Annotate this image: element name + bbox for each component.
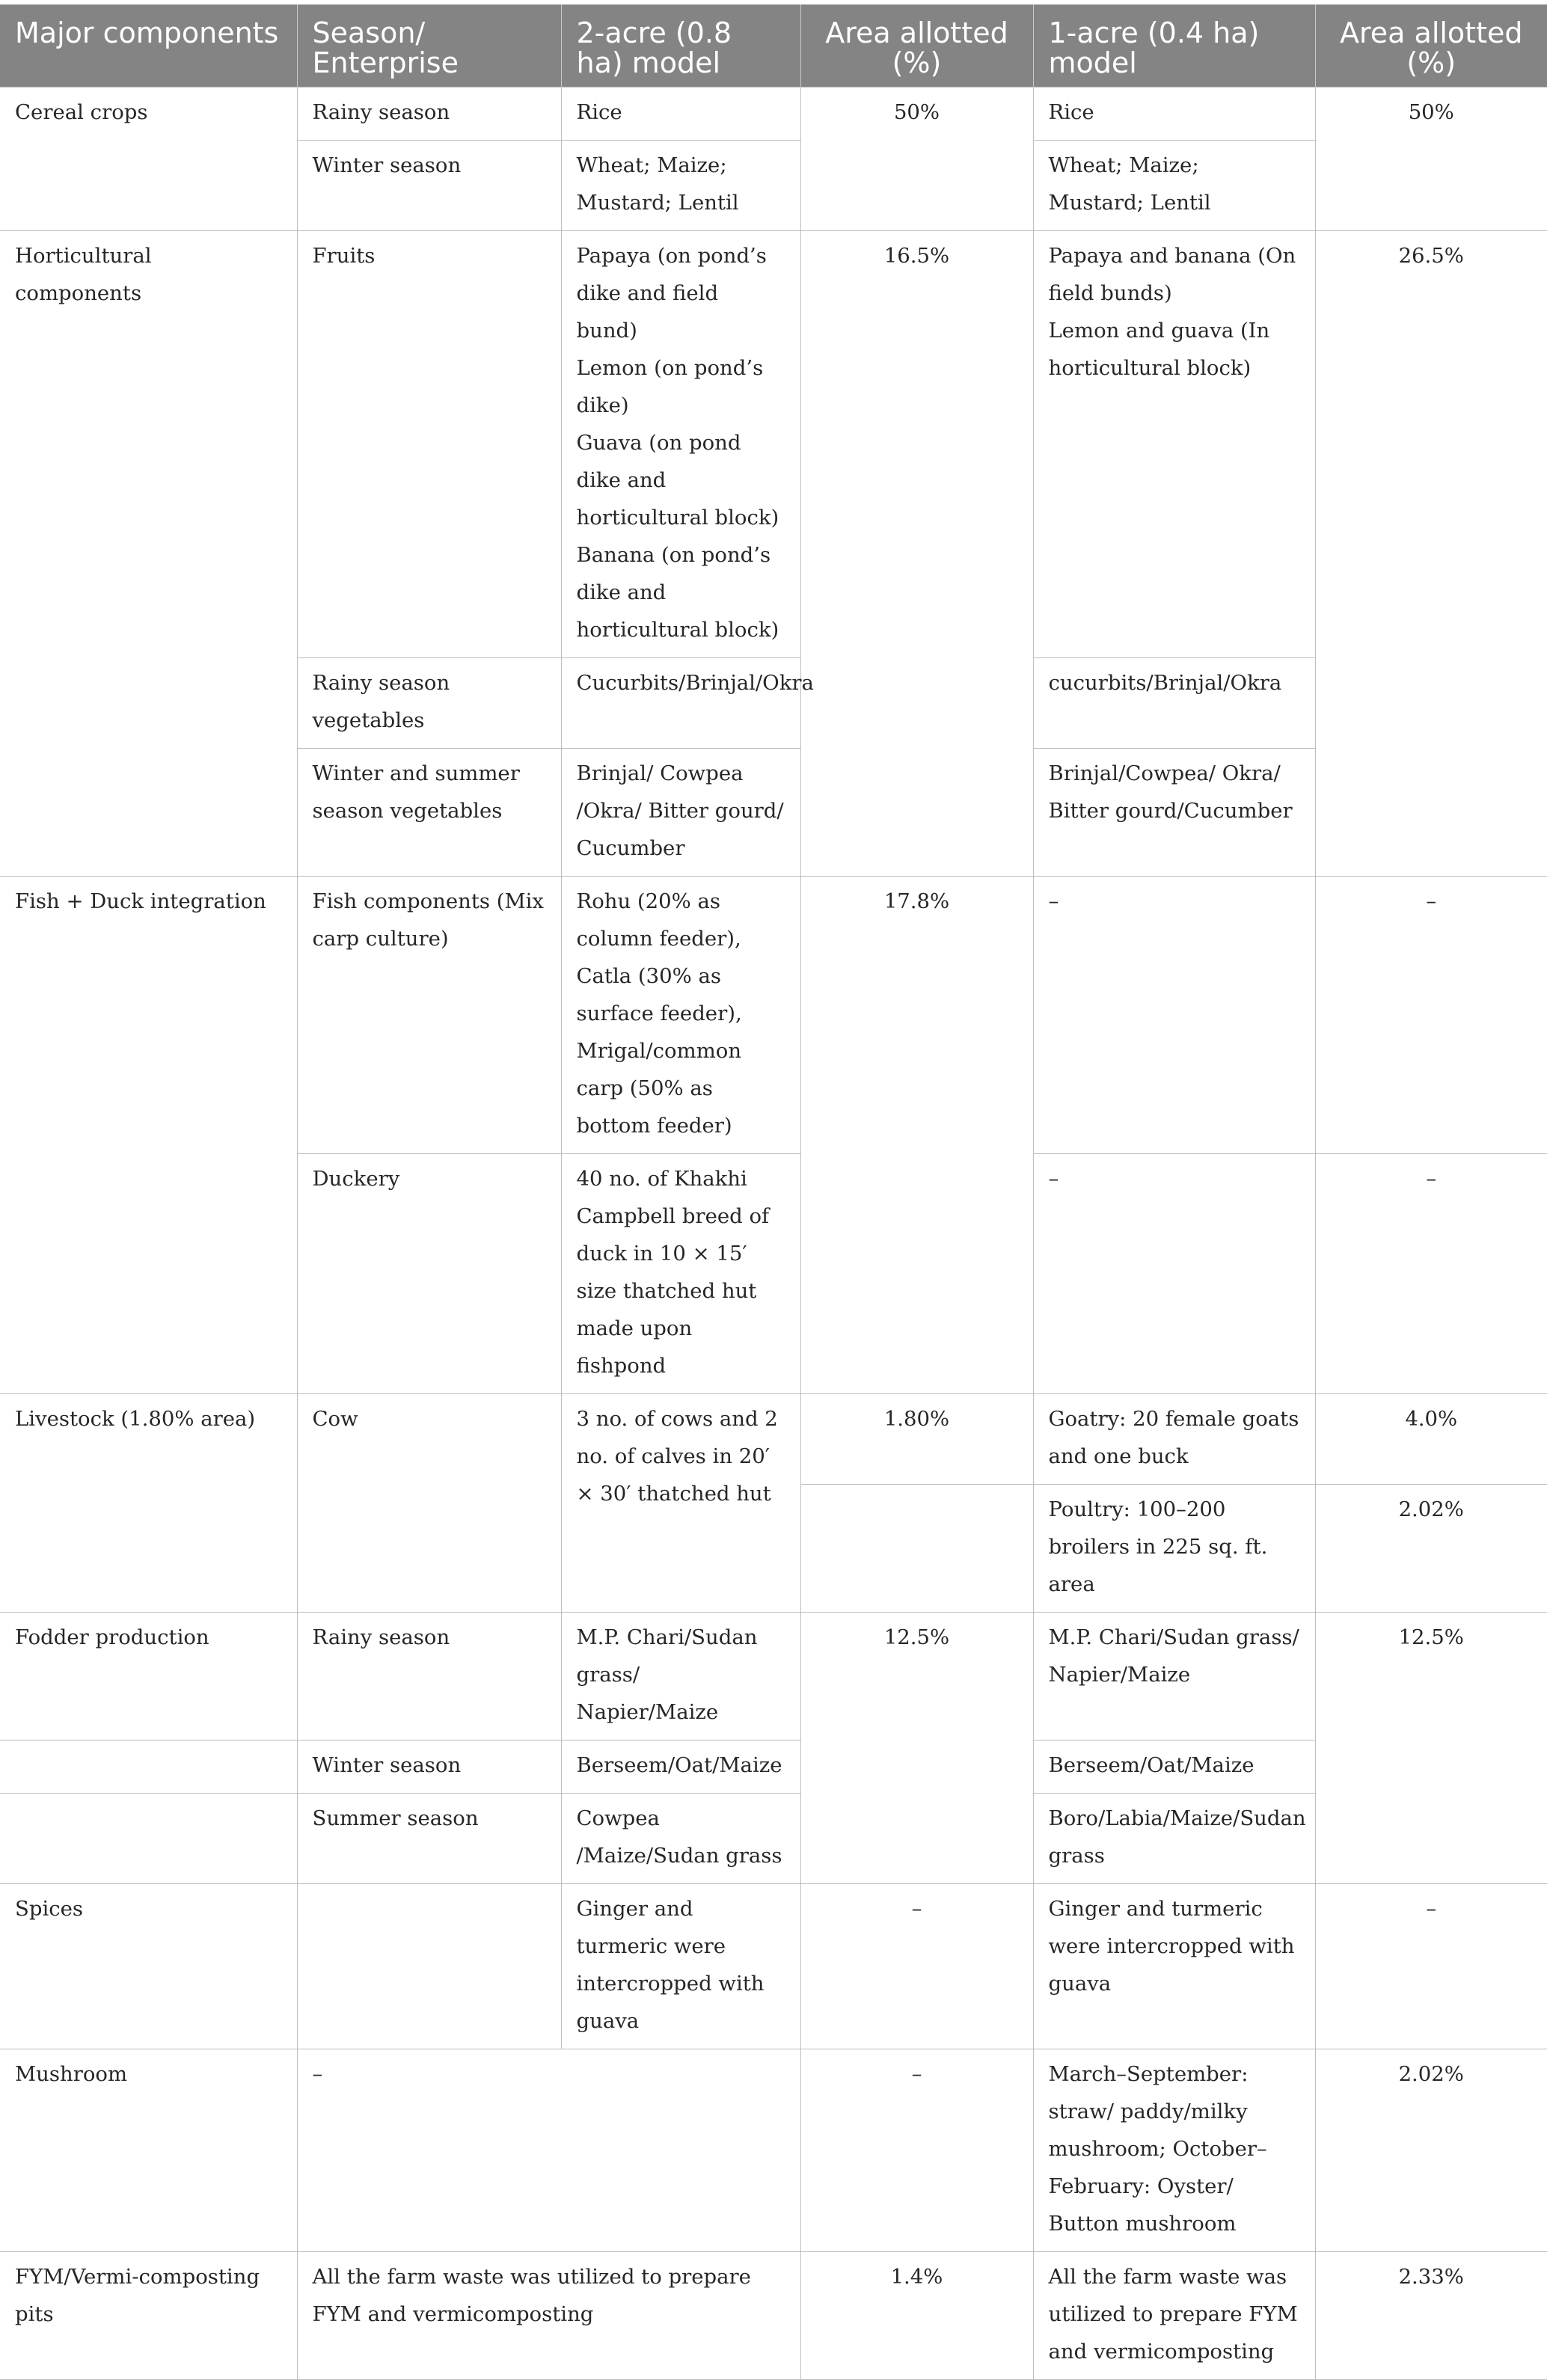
header-area-1acre: Area allotted (%) [1315, 4, 1547, 88]
cell-season: Rainy season [297, 88, 561, 141]
cell-area-1acre: 12.5% [1315, 1613, 1547, 1884]
cell-component: Mushroom [0, 2049, 297, 2252]
cell-1acre: M.P. Chari/Sudan grass/ Napier/Maize [1033, 1613, 1315, 1740]
cell-area-2acre: 1.80% [800, 1394, 1033, 1485]
table-row [0, 1613, 1547, 1740]
header-1acre-model: 1-acre (0.4 ha) model [1033, 4, 1315, 88]
fruit-line: Banana (on pond’s dike and horticultural block) [576, 543, 779, 642]
cell-2acre: Cucurbits/Brinjal/Okra [561, 658, 800, 749]
table-row [0, 1884, 1547, 2049]
cell-area-2acre: 17.8% [800, 877, 1033, 1394]
table-row [0, 88, 1547, 141]
cell-2acre: M.P. Chari/Sudan grass/ Napier/Maize [561, 1613, 800, 1740]
table-row [0, 1740, 1547, 1794]
cell-component: Cereal crops [0, 88, 297, 231]
cell-area-1acre: – [1315, 1884, 1547, 2049]
cell-area-1acre: – [1315, 877, 1547, 1154]
cell-2acre: Cowpea /Maize/Sudan grass [561, 1794, 800, 1884]
cell-season: Duckery [297, 1154, 561, 1394]
cell-1acre: Rice [1033, 88, 1315, 141]
table-row [0, 1394, 1547, 1485]
cell-1acre: Poultry: 100–200 broilers in 225 sq. ft. area [1033, 1485, 1315, 1613]
table-row [0, 2252, 1547, 2380]
cell-2acre: Wheat; Maize; Mustard; Lentil [561, 141, 800, 231]
fruit-line: Papaya and banana (On field bunds) [1048, 244, 1296, 305]
cell-season: Fruits [297, 231, 561, 658]
cell-1acre: cucurbits/Brinjal/Okra [1033, 658, 1315, 749]
cell-component [0, 1740, 297, 1794]
cell-2acre: – [297, 2049, 800, 2252]
cell-season: Winter season [297, 1740, 561, 1794]
cell-1acre: Ginger and turmeric were intercropped with guava [1033, 1884, 1315, 2049]
header-season-enterprise: Season/ Enterprise [297, 4, 561, 88]
fruit-line: Lemon (on pond’s dike) [576, 356, 764, 417]
table-row [0, 1794, 1547, 1884]
cell-area-1acre: 2.02% [1315, 2049, 1547, 2252]
table-row [0, 877, 1547, 1154]
table-row [0, 231, 1547, 658]
cell-2acre: Rohu (20% as column feeder), Catla (30% as surface feeder), Mrigal/common carp (50% as bottom feeder) [561, 877, 800, 1154]
cell-1acre: Boro/Labia/Maize/Sudan grass [1033, 1794, 1315, 1884]
cell-area-1acre: 2.02% [1315, 1485, 1547, 1613]
cell-component: FYM/Vermi-composting pits [0, 2252, 297, 2380]
cell-2acre: 3 no. of cows and 2 no. of calves in 20′ × 30′ thatched hut [561, 1394, 800, 1613]
cell-component [0, 1794, 297, 1884]
cell-season: Rainy season vegetables [297, 658, 561, 749]
cell-area-1acre: – [1315, 1154, 1547, 1394]
cell-1acre: Brinjal/Cowpea/ Okra/ Bitter gourd/Cucumber [1033, 749, 1315, 877]
cell-area-1acre: 26.5% [1315, 231, 1547, 877]
cell-area-2acre: 16.5% [800, 231, 1033, 877]
cell-season: Summer season [297, 1794, 561, 1884]
cell-1acre: All the farm waste was utilized to prepare FYM and vermicomposting [1033, 2252, 1315, 2380]
cell-area-1acre: 50% [1315, 88, 1547, 231]
cell-1acre: – [1033, 877, 1315, 1154]
cell-component: Livestock (1.80% area) [0, 1394, 297, 1613]
cell-1acre: March–September: straw/ paddy/milky mushroom; October–February: Oyster/ Button mushroom [1033, 2049, 1315, 2252]
cell-season: Fish components (Mix carp culture) [297, 877, 561, 1154]
cell-1acre: – [1033, 1154, 1315, 1394]
cell-season: Rainy season [297, 1613, 561, 1740]
cell-area-2acre: 12.5% [800, 1613, 1033, 1884]
cell-2acre: 40 no. of Khakhi Campbell breed of duck in 10 × 15′ size thatched hut made upon fishpond [561, 1154, 800, 1394]
cell-2acre: Ginger and turmeric were intercropped with guava [561, 1884, 800, 2049]
cell-season: Winter season [297, 141, 561, 231]
cell-2acre [561, 231, 800, 658]
header-area-2acre: Area allotted (%) [800, 4, 1033, 88]
cell-component: Horticultural components [0, 231, 297, 877]
header-2acre-model: 2-acre (0.8 ha) model [561, 4, 800, 88]
cell-area-1acre: 4.0% [1315, 1394, 1547, 1485]
fruit-line: Guava (on pond dike and horticultural block) [576, 431, 779, 530]
cell-area-2acre: 50% [800, 88, 1033, 231]
cell-2acre: All the farm waste was utilized to prepare FYM and vermicomposting [297, 2252, 800, 2380]
cell-1acre [1033, 231, 1315, 658]
fruit-line: Lemon and guava (In horticultural block) [1048, 319, 1270, 380]
cell-season: Cow [297, 1394, 561, 1613]
table-row [0, 2049, 1547, 2252]
fruit-line: Papaya (on pond’s dike and field bund) [576, 244, 767, 343]
cell-1acre: Berseem/Oat/Maize [1033, 1740, 1315, 1794]
cell-season [297, 1884, 561, 2049]
cell-2acre: Brinjal/ Cowpea /Okra/ Bitter gourd/ Cucumber [561, 749, 800, 877]
cell-area-2acre: 1.4% [800, 2252, 1033, 2380]
cell-2acre: Rice [561, 88, 800, 141]
cell-2acre: Berseem/Oat/Maize [561, 1740, 800, 1794]
cell-area-2acre: – [800, 2049, 1033, 2252]
cell-area-2acre: – [800, 1884, 1033, 2049]
cell-component: Fodder production [0, 1613, 297, 1740]
cell-1acre: Wheat; Maize; Mustard; Lentil [1033, 141, 1315, 231]
cell-season: Winter and summer season vegetables [297, 749, 561, 877]
cell-area-2acre [800, 1485, 1033, 1613]
cell-component: Spices [0, 1884, 297, 2049]
components-table [0, 4, 1547, 2380]
cell-area-1acre: 2.33% [1315, 2252, 1547, 2380]
cell-1acre: Goatry: 20 female goats and one buck [1033, 1394, 1315, 1485]
header-row [0, 4, 1547, 88]
header-major-components: Major components [0, 4, 297, 88]
cell-component: Fish + Duck integration [0, 877, 297, 1394]
